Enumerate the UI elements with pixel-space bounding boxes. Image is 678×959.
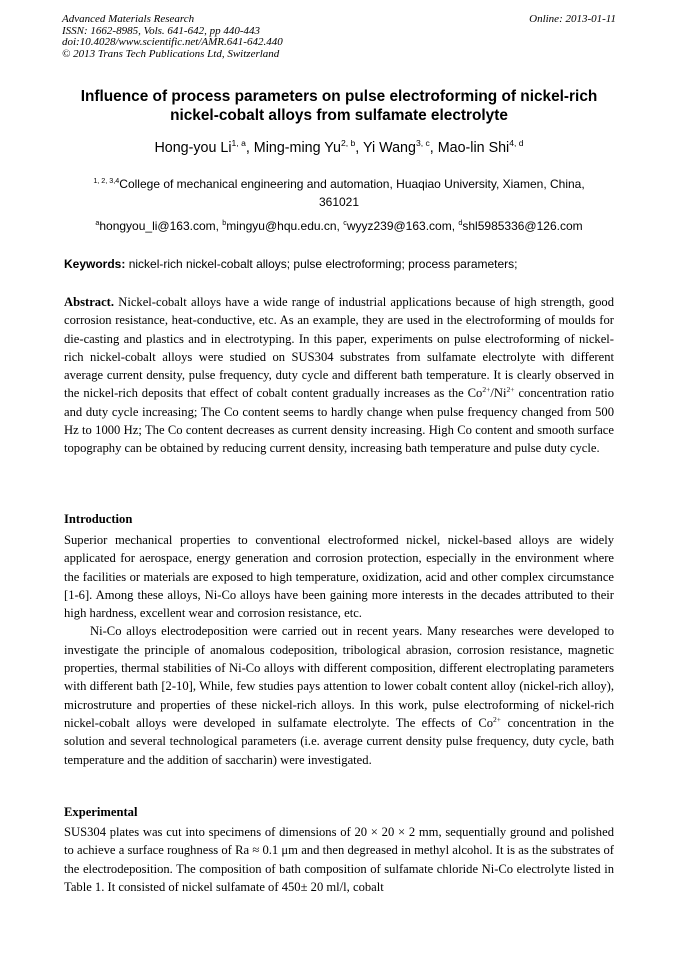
author-name: Ming-ming Yu [253,140,341,156]
intro-paragraph-1: Superior mechanical properties to conventional electroformed nickel, nickel-based alloys are widely applicated for aerospace, energy generation and corrosion protection, especially in the environment where the facilities or materials are exposed to high temperature, oxidization, acid and other complex circumstance [1-6]. Among these alloys, Ni-Co alloys have been gaining more interests in the decades attributed to their high hardness, excellent wear and corrosion resistance, etc. [64,533,614,621]
email-link[interactable]: hongyou_li@163.com, [99,219,223,233]
author-sep: , [355,140,363,156]
author-sep: , [245,140,254,156]
email-list [60,218,618,234]
abstract-sup: 2+ [506,385,515,395]
affiliation-text: College of mechanical engineering and automation, Huaqiao University, Xiamen, China, [119,177,585,191]
author-sup: 4, d [509,138,524,149]
author-sep: , [429,140,438,156]
intro-text: concentration in the solution and several technological parameters (i.e. average current density pulse frequency, duty cycle, bath temperature and the addition of saccharin) were investigated. [64,715,614,767]
section-heading-experimental: Experimental [64,805,138,819]
author-name: Hong-you Li [154,140,232,156]
email-sup: d [458,218,463,227]
online-date: Online: 2013-01-11 [529,13,616,25]
email-link[interactable]: wyyz239@163.com, [346,219,459,233]
abstract [64,293,614,458]
introduction-body [64,531,614,769]
doi-line: doi:10.4028/www.scientific.net/AMR.641-642.440 [62,36,283,48]
abstract-sup: 2+ [482,385,491,395]
abstract-text: concentration ratio and duty cycle increasing; The Co content seems to hardly change when pulse frequency changed from 500 Hz to 1000 Hz; The Co content decreases as current density increasing. High Co content and smooth surface topography can be obtained by reducing current density, increasing bath temperature and pulse duty cycle. [64,386,614,456]
affiliation [72,175,606,211]
abstract-text: /Ni [490,386,507,401]
intro-paragraph-2 [64,622,614,768]
intro-sup: 2+ [493,714,502,724]
keywords [64,256,624,272]
section-heading-introduction: Introduction [64,512,133,526]
abstract-label: Abstract. [64,295,115,309]
email-sup: b [222,218,227,227]
author-sup: 3, c [415,138,430,149]
author-sup: 1, a [231,138,246,149]
author-name: Mao-lin Shi [437,140,510,156]
experimental-body [64,823,614,896]
title-line-1: Influence of process parameters on pulse electroforming of nickel-rich [80,88,598,105]
keywords-label: Keywords: [64,257,126,271]
affiliation-sup: 1, 2, 3,4 [93,176,120,185]
email-link[interactable]: shl5985336@126.com [462,219,583,233]
email-sup: c [343,218,347,227]
journal-name: Advanced Materials Research [62,13,195,25]
intro-text: Ni-Co alloys electrodeposition were carried out in recent years. Many researches were developed to investigate the principle of anomalous codeposition, tribological abrasion, corrosion resistance, magnetic properties, thermal stabilities of Ni-Co alloys with different composition, different electroplating parameters with different bath [2-10], While, few studies pays attention to lower cobalt content alloy (nickel-rich alloy), microstruture and properties of these nickel-rich alloys. In this work, pulse electroforming of nickel-rich nickel-cobalt alloys were developed in sulfamate electrolyte. The effects of Co [64,624,614,730]
author-sup: 2, b [340,138,356,149]
journal-header [62,14,283,60]
email-sup: a [95,218,100,227]
author-list [60,139,618,157]
abstract-text: Nickel-cobalt alloys have a wide range of industrial applications because of high strength, good corrosion resistance, heat-conductive, etc. As an example, they are used in the electroforming of moulds for die-casting and plastics and in electrotyping. In this paper, experiments on pulse electroforming of nickel-rich nickel-cobalt alloys were studied on SUS304 substrates from sulfamate electrolyte with different average current density, pulse frequency, duty cycle and different bath temperature. It is clearly observed in the nickel-rich deposits that effect of cobalt content gradually increases as the Co [64,295,614,401]
keywords-text: nickel-rich nickel-cobalt alloys; pulse electroforming; process parameters; [125,257,518,271]
copyright-line: © 2013 Trans Tech Publications Ltd, Switzerland [62,47,280,60]
issn-line: ISSN: 1662-8985, Vols. 641-642, pp 440-443 [62,24,260,37]
paper-title [60,87,618,125]
author-name: Yi Wang [362,140,416,156]
exp-paragraph-1: SUS304 plates was cut into specimens of dimensions of 20 × 20 × 2 mm, sequentially ground and polished to achieve a surface roughness of Ra ≈ 0.1 μm and then degreased in methyl alcohol. It is as the substrates of the electrodeposition. The composition of bath composition of sulfamate chloride Ni-Co electrolyte listed in Table 1. It consisted of nickel sulfamate of 450± 20 ml/l, cobalt [64,825,614,894]
affiliation-zip: 361021 [318,195,360,209]
email-link[interactable]: mingyu@hqu.edu.cn, [226,219,344,233]
title-line-2: nickel-cobalt alloys from sulfamate electrolyte [170,107,508,124]
